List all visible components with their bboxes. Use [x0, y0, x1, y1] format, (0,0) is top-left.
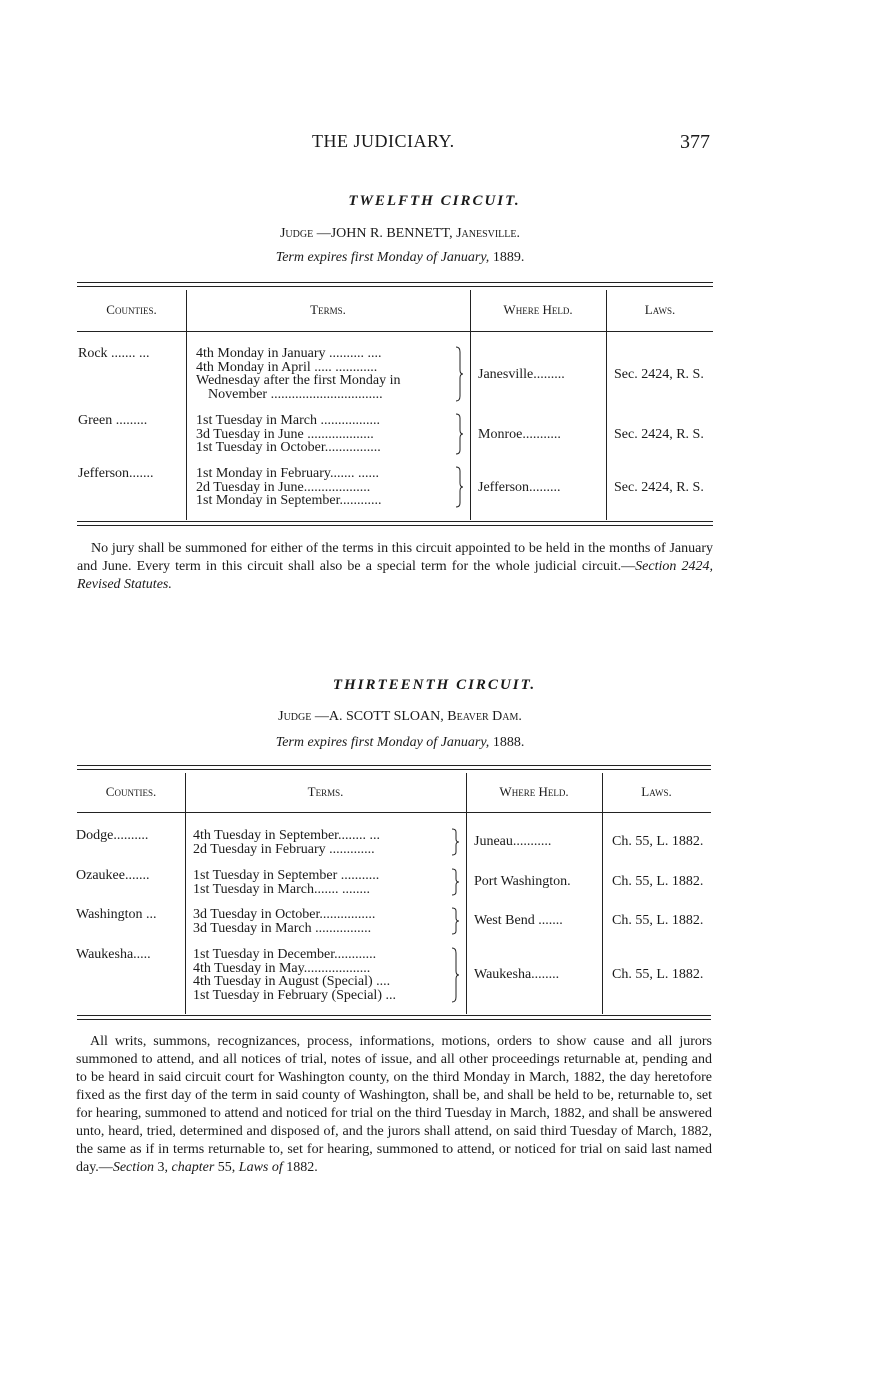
note-text: All writs, summons, recognizances, process, informations, motions, orders to show cause and all jurors summoned to attend, and all notices of trial, notes of issue, and all other proceedings returnable at, pending and to be heard in said circuit court for Washington county, on the third Monday in March, 1882, the day heretofore fixed as the first day of the term in said county of Washington, shall be, and shall be held to be, returnable to, set for hearing, summoned to attend and noticed for trial on the third Tuesday in March, 1882, and shall be answered unto, heard, tried, determined and disposed of, and the jurors shall attend, on said third Tuesday of March, 1882, the same as if in terms returnable to, set for hearing, summoned to attend, or noticed for trial on said last named day.—	[76, 1034, 712, 1175]
running-header-title: THE JUDICIARY.	[312, 131, 455, 151]
table-rule-top-2	[77, 769, 711, 770]
twelfth-judge-line	[0, 226, 800, 242]
law-cell: Sec. 2424, R. S.	[614, 427, 704, 442]
law-cell: Ch. 55, L. 1882.	[612, 913, 704, 928]
column-divider	[602, 773, 603, 1014]
table-rule-top-2	[77, 286, 713, 287]
term-line: 3d Tuesday in March ................	[193, 920, 372, 936]
note-citation-laws: Laws of	[238, 1160, 283, 1175]
county-cell: Waukesha.....	[76, 947, 151, 962]
where-held-cell: Waukesha........	[474, 967, 560, 982]
county-cell: Jefferson.......	[78, 466, 154, 481]
table-header-rule	[77, 331, 713, 332]
note-section-number: 3,	[154, 1160, 172, 1175]
term-line: November ................................	[208, 386, 383, 402]
term-line: 2d Tuesday in June...................	[196, 479, 371, 495]
judge-place: Beaver Dam.	[447, 709, 522, 724]
thirteenth-judge-line	[0, 709, 800, 725]
county-cell: Washington ...	[76, 907, 157, 922]
table-rule-bottom	[77, 521, 713, 522]
table-rule-bottom-2	[77, 525, 713, 526]
column-header-counties: Counties.	[105, 784, 157, 799]
column-header-terms: Terms.	[310, 302, 346, 317]
note-citation-chapter: chapter	[171, 1160, 215, 1175]
brace-icon	[450, 868, 460, 896]
column-header-terms: Terms.	[307, 784, 344, 799]
term-line: 1st Tuesday in December............	[193, 947, 377, 962]
thirteenth-circuit-heading: THIRTEENTH CIRCUIT.	[332, 677, 537, 693]
table-header-rule	[77, 812, 711, 813]
term-expiry-text: Term expires first Monday of January,	[275, 735, 490, 750]
note-text: No jury shall be summoned for either of the terms in this circuit appointed to be held in the months of January and June. Every term in this circuit shall also be a special term for the whole judicial circuit.—	[77, 541, 713, 574]
table-rule-top	[77, 765, 711, 766]
note-citation: Section 2424, Revised Statutes.	[77, 559, 713, 592]
brace-icon	[454, 466, 464, 508]
where-held-cell: Janesville.........	[478, 367, 565, 382]
term-line: 1st Tuesday in March .................	[196, 413, 380, 428]
thirteenth-term-expiry	[0, 735, 800, 751]
terms-cell	[196, 467, 382, 508]
brace-icon	[454, 413, 464, 455]
brace-icon	[450, 947, 460, 1003]
county-cell: Green .........	[78, 413, 148, 428]
judge-prefix: Judge —	[279, 226, 331, 241]
column-divider	[470, 290, 471, 520]
column-header-laws: Laws.	[644, 302, 676, 317]
term-expiry-year: 1889.	[492, 250, 525, 265]
judge-prefix: Judge —	[278, 709, 329, 724]
term-expiry-year: 1888.	[492, 735, 525, 750]
where-held-cell: Juneau...........	[474, 834, 552, 849]
column-header-where-held: Where Held.	[499, 784, 569, 799]
where-held-cell: Port Washington.	[474, 874, 571, 889]
terms-cell	[193, 829, 380, 856]
term-line: 4th Tuesday in May...................	[193, 960, 371, 976]
term-line: 1st Monday in September............	[196, 493, 382, 508]
term-line: 4th Monday in April ..... ............	[196, 359, 378, 375]
county-cell: Rock ....... ...	[78, 346, 150, 361]
term-line: 4th Tuesday in August (Special) ....	[193, 974, 391, 989]
judge-place: Janesville.	[456, 226, 521, 241]
judge-name: A. SCOTT SLOAN,	[328, 709, 444, 724]
brace-icon	[450, 907, 460, 935]
note-citation-section: Section	[112, 1160, 155, 1175]
county-cell: Ozaukee.......	[76, 868, 150, 883]
law-cell: Ch. 55, L. 1882.	[612, 874, 704, 889]
terms-cell	[193, 869, 379, 896]
where-held-cell: Jefferson.........	[478, 480, 561, 495]
term-line: 1st Tuesday in September ...........	[193, 868, 380, 883]
column-header-counties: Counties.	[106, 302, 157, 317]
law-cell: Sec. 2424, R. S.	[614, 367, 704, 382]
county-cell: Dodge..........	[76, 828, 149, 843]
where-held-cell: West Bend .......	[474, 913, 563, 928]
term-line: 1st Monday in February....... ......	[196, 466, 380, 481]
twelfth-term-expiry	[0, 250, 800, 266]
brace-icon	[454, 346, 464, 402]
term-line: 1st Tuesday in February (Special) ...	[193, 987, 396, 1003]
brace-icon	[450, 828, 460, 856]
law-cell: Ch. 55, L. 1882.	[612, 967, 704, 982]
judge-name: JOHN R. BENNETT,	[330, 226, 453, 241]
page-number: 377	[680, 131, 710, 153]
terms-cell	[196, 347, 401, 401]
twelfth-circuit-heading: TWELFTH CIRCUIT.	[348, 193, 521, 209]
term-line: 3d Tuesday in October................	[193, 907, 376, 922]
terms-cell	[193, 908, 375, 935]
where-held-cell: Monroe...........	[478, 427, 561, 442]
term-line: 3d Tuesday in June ...................	[196, 426, 374, 442]
column-divider	[466, 773, 467, 1014]
term-expiry-text: Term expires first Monday of January,	[275, 250, 490, 265]
law-cell: Ch. 55, L. 1882.	[612, 834, 704, 849]
term-line: Wednesday after the first Monday in	[196, 373, 401, 388]
column-header-laws: Laws.	[641, 784, 672, 799]
term-line: 4th Monday in January .......... ....	[196, 346, 382, 361]
term-line: 4th Tuesday in September........ ...	[193, 828, 381, 843]
table-rule-bottom-2	[77, 1019, 711, 1020]
note-chapter-number: 55,	[214, 1160, 239, 1175]
column-divider	[186, 290, 187, 520]
term-line: 1st Tuesday in March....... ........	[193, 881, 370, 897]
terms-cell	[196, 414, 381, 455]
column-header-where-held: Where Held.	[503, 302, 573, 317]
column-divider	[185, 773, 186, 1014]
table-rule-bottom	[77, 1015, 711, 1016]
term-line: 2d Tuesday in February .............	[193, 841, 375, 857]
term-line: 1st Tuesday in October................	[196, 440, 381, 455]
twelfth-circuit-note	[77, 540, 713, 594]
table-rule-top	[77, 282, 713, 283]
law-cell: Sec. 2424, R. S.	[614, 480, 704, 495]
terms-cell	[193, 948, 396, 1002]
column-divider	[606, 290, 607, 520]
thirteenth-circuit-note	[76, 1033, 712, 1177]
note-year: 1882.	[282, 1160, 318, 1175]
